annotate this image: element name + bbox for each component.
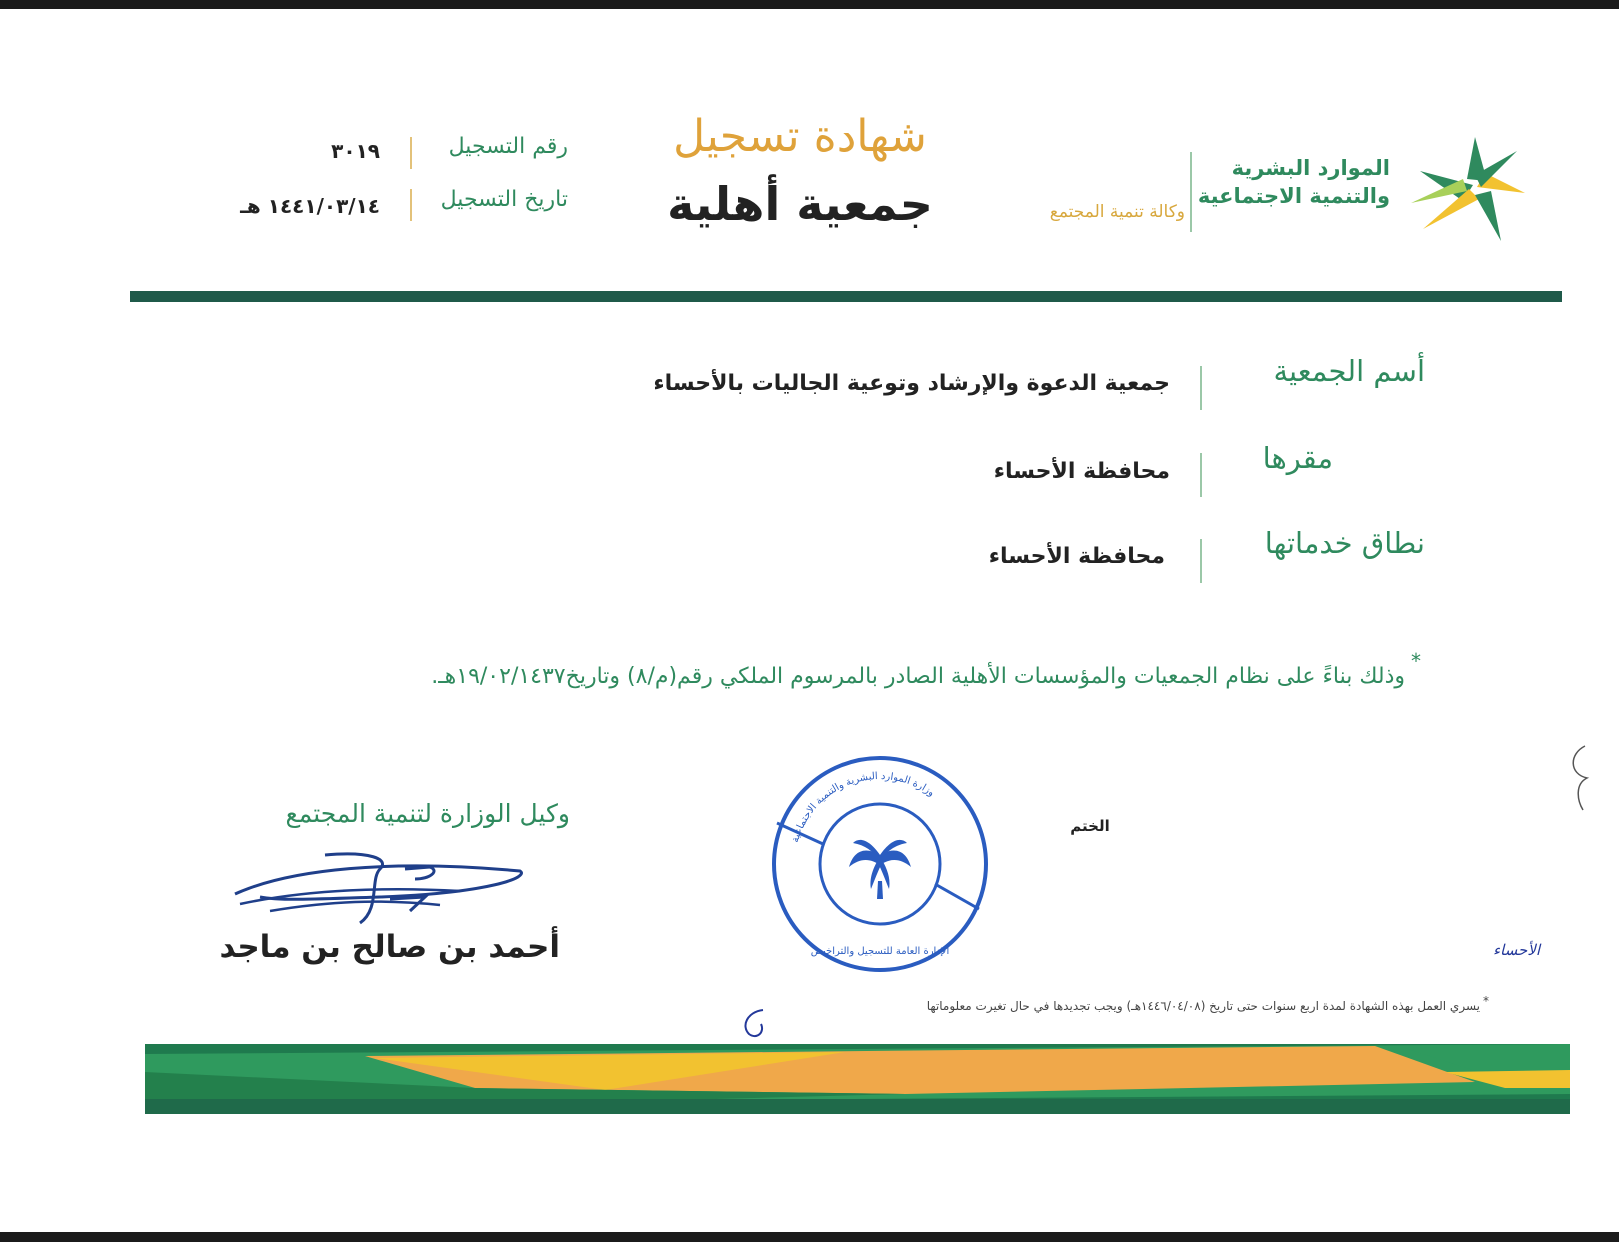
initials-mark xyxy=(735,1004,775,1044)
service-scope-label: نطاق خدماتها xyxy=(1264,526,1425,560)
meta-separator-2 xyxy=(410,189,412,221)
margin-scribble xyxy=(1565,744,1595,814)
validity-footnote: يسري العمل بهذه الشهادة لمدة اربع سنوات حتى تاريخ (١٤٤٦/٠٤/٠٨هـ) ويجب تجديدها في حال تغيرت معلوماتها xyxy=(926,999,1480,1013)
association-name-label: أسم الجمعية xyxy=(1273,354,1425,388)
field-separator-2 xyxy=(1200,453,1202,497)
certificate-page xyxy=(0,9,1619,1232)
bottom-frame-bar xyxy=(0,1232,1619,1242)
field-separator-1 xyxy=(1200,366,1202,410)
headquarters-label: مقرها xyxy=(1262,441,1333,475)
certificate-title: شهادة تسجيل xyxy=(673,111,927,162)
decorative-footer-banner xyxy=(145,1044,1570,1114)
handwritten-note: الأحساء xyxy=(1493,941,1540,959)
signature-image xyxy=(230,849,540,929)
signatory-name: أحمد بن صالح بن ماجد xyxy=(219,929,560,965)
registration-number-value: ٣٠١٩ xyxy=(331,139,380,163)
field-separator-3 xyxy=(1200,539,1202,583)
service-scope-value: محافظة الأحساء xyxy=(988,544,1165,569)
footnote-asterisk: * xyxy=(1483,994,1489,1008)
certificate-subtitle: جمعية أهلية xyxy=(667,177,933,231)
official-stamp xyxy=(765,749,995,979)
ministry-logo-icon xyxy=(1405,129,1535,249)
headquarters-value: محافظة الأحساء xyxy=(993,459,1170,484)
header-divider xyxy=(130,291,1562,302)
top-frame-bar xyxy=(0,0,1619,9)
deputy-minister-title: وكيل الوزارة لتنمية المجتمع xyxy=(285,799,570,828)
asterisk-mark: * xyxy=(1411,649,1421,673)
stamp-outer-text: وزارة الموارد البشرية والتنمية الاجتماعية xyxy=(789,770,937,844)
ministry-name-line2: والتنمية الاجتماعية xyxy=(1197,184,1390,208)
meta-separator-1 xyxy=(410,137,412,169)
header-separator xyxy=(1190,152,1192,232)
legal-basis-text: وذلك بناءً على نظام الجمعيات والمؤسسات الأهلية الصادر بالمرسوم الملكي رقم(م/٨) وتاريخ١٩/٠٢/١٤٣٧هـ. xyxy=(431,664,1405,689)
stamp-label: الختم xyxy=(1070,817,1110,835)
registration-date-label: تاريخ التسجيل xyxy=(440,187,568,212)
palm-emblem-icon xyxy=(849,840,911,899)
registration-number-label: رقم التسجيل xyxy=(448,134,568,159)
registration-date-value: ١٤٤١/٠٣/١٤ هـ xyxy=(240,194,380,218)
association-name-value: جمعية الدعوة والإرشاد وتوعية الجاليات بالأحساء xyxy=(653,371,1170,396)
ministry-name-line1: الموارد البشرية xyxy=(1231,156,1390,180)
agency-name: وكالة تنمية المجتمع xyxy=(1049,202,1185,222)
stamp-inner-text: الإدارة العامة للتسجيل والتراخيص xyxy=(810,946,950,957)
